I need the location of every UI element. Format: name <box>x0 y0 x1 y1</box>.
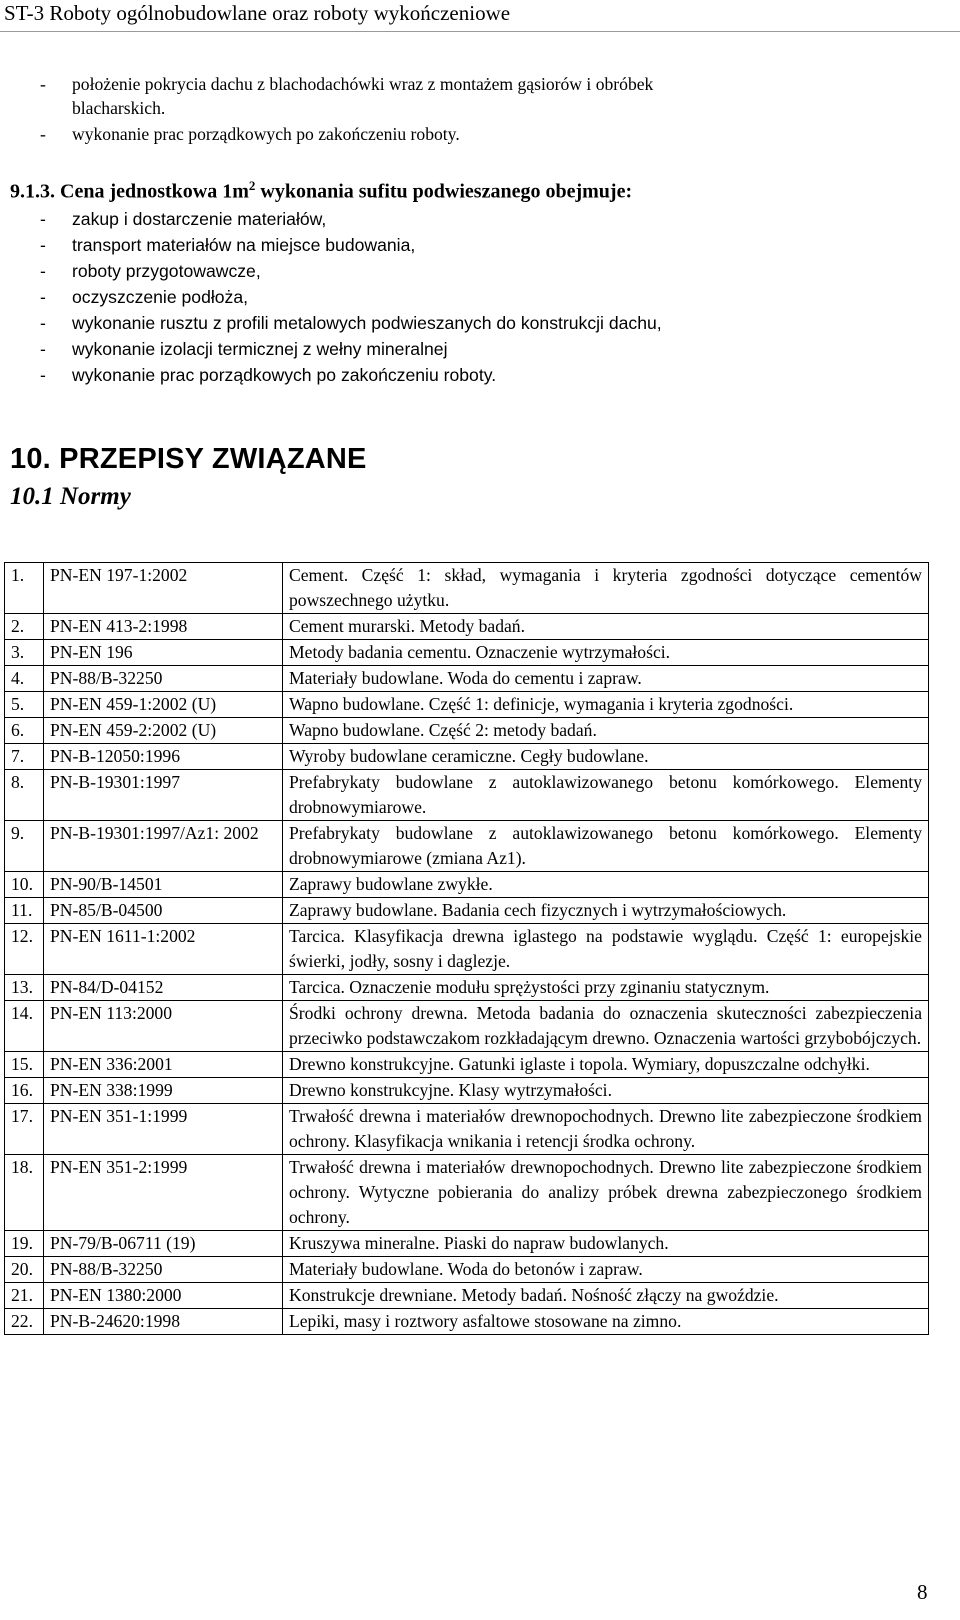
norm-number: 11. <box>5 898 44 924</box>
norm-description: Trwałość drewna i materiałów drewnopochodnych. Drewno lite zabezpieczone środkiem ochrony. Klasyfikacja wnikania i retencji środka ochrony. <box>283 1104 929 1155</box>
norm-number: 8. <box>5 770 44 821</box>
norm-code: PN-B-12050:1996 <box>44 744 283 770</box>
heading-text: 9.1.3. Cena jednostkowa 1m <box>10 180 249 203</box>
norm-number: 15. <box>5 1052 44 1078</box>
list-item <box>40 286 248 308</box>
norm-code: PN-EN 351-2:1999 <box>44 1155 283 1231</box>
list-item-text: wykonanie prac porządkowych po zakończeniu roboty. <box>72 365 497 385</box>
norm-code: PN-EN 113:2000 <box>44 1001 283 1052</box>
section-10-1-subheading: 10.1 Normy <box>10 483 131 510</box>
norm-code: PN-B-19301:1997/Az1: 2002 <box>44 821 283 872</box>
table-row <box>5 563 929 614</box>
norm-description: Trwałość drewna i materiałów drewnopochodnych. Drewno lite zabezpieczone środkiem ochrony. Wytyczne pobierania do analizy próbek drewna zabezpieczonego środkiem ochrony. <box>283 1155 929 1231</box>
norm-description: Materiały budowlane. Woda do cementu i zapraw. <box>283 666 929 692</box>
norm-description: Drewno konstrukcyjne. Klasy wytrzymałości. <box>283 1078 929 1104</box>
list-item <box>40 260 261 282</box>
list-item-text: oczyszczenie podłoża, <box>72 287 249 307</box>
norm-code: PN-EN 413-2:1998 <box>44 614 283 640</box>
norm-code: PN-EN 1380:2000 <box>44 1283 283 1309</box>
norm-number: 14. <box>5 1001 44 1052</box>
list-dash: - <box>40 313 46 333</box>
norm-code: PN-EN 197-1:2002 <box>44 563 283 614</box>
norm-description: Metody badania cementu. Oznaczenie wytrzymałości. <box>283 640 929 666</box>
table-row <box>5 821 929 872</box>
norm-number: 18. <box>5 1155 44 1231</box>
norm-description: Cement. Część 1: skład, wymagania i kryteria zgodności dotyczące cementów powszechnego użytku. <box>283 563 929 614</box>
norm-description: Wapno budowlane. Część 2: metody badań. <box>283 718 929 744</box>
table-row <box>5 1309 929 1335</box>
norm-code: PN-EN 338:1999 <box>44 1078 283 1104</box>
norm-description: Zaprawy budowlane zwykłe. <box>283 872 929 898</box>
list-dash: - <box>40 124 46 144</box>
table-row <box>5 924 929 975</box>
table-row <box>5 1104 929 1155</box>
norm-number: 19. <box>5 1231 44 1257</box>
list-item-text: wykonanie rusztu z profili metalowych podwieszanych do konstrukcji dachu, <box>72 313 662 333</box>
intro-item-text: położenie pokrycia dachu z blachodachówki wraz z montażem gąsiorów i obróbek <box>72 74 654 94</box>
norm-number: 21. <box>5 1283 44 1309</box>
norm-code: PN-EN 336:2001 <box>44 1052 283 1078</box>
norms-table-body <box>5 563 929 1335</box>
list-item <box>40 234 415 256</box>
norm-number: 7. <box>5 744 44 770</box>
norm-code: PN-88/B-32250 <box>44 1257 283 1283</box>
norm-number: 16. <box>5 1078 44 1104</box>
norm-code: PN-85/B-04500 <box>44 898 283 924</box>
norm-description: Wapno budowlane. Część 1: definicje, wymagania i kryteria zgodności. <box>283 692 929 718</box>
section-10-heading: 10. PRZEPISY ZWIĄZANE <box>10 443 367 475</box>
table-row <box>5 640 929 666</box>
norm-description: Konstrukcje drewniane. Metody badań. Nośność złączy na gwoździe. <box>283 1283 929 1309</box>
norm-number: 13. <box>5 975 44 1001</box>
norm-description: Materiały budowlane. Woda do betonów i zapraw. <box>283 1257 929 1283</box>
norm-number: 5. <box>5 692 44 718</box>
intro-item-continuation: blacharskich. <box>72 98 166 118</box>
norm-code: PN-84/D-04152 <box>44 975 283 1001</box>
norm-code: PN-EN 196 <box>44 640 283 666</box>
norm-number: 22. <box>5 1309 44 1335</box>
table-row <box>5 614 929 640</box>
norm-code: PN-EN 459-2:2002 (U) <box>44 718 283 744</box>
list-dash: - <box>40 339 46 359</box>
list-item-text: transport materiałów na miejsce budowania, <box>72 235 416 255</box>
norm-description: Prefabrykaty budowlane z autoklawizowanego betonu komórkowego. Elementy drobnowymiarowe (zmiana Az1). <box>283 821 929 872</box>
heading-superscript: 2 <box>248 178 256 193</box>
table-row <box>5 1283 929 1309</box>
norm-description: Tarcica. Klasyfikacja drewna iglastego na podstawie wyglądu. Część 1: europejskie świerki, jodły, sosny i daglezje. <box>283 924 929 975</box>
intro-item-text: wykonanie prac porządkowych po zakończeniu roboty. <box>72 124 460 144</box>
norm-number: 1. <box>5 563 44 614</box>
norm-description: Tarcica. Oznaczenie modułu sprężystości przy zginaniu statycznym. <box>283 975 929 1001</box>
list-item-text: roboty przygotowawcze, <box>72 261 261 281</box>
list-dash: - <box>40 365 46 385</box>
list-dash: - <box>40 74 46 94</box>
list-dash: - <box>40 235 46 255</box>
list-item <box>40 338 447 360</box>
norm-description: Lepiki, masy i roztwory asfaltowe stosowane na zimno. <box>283 1309 929 1335</box>
intro-item <box>40 73 653 95</box>
norm-description: Kruszywa mineralne. Piaski do napraw budowlanych. <box>283 1231 929 1257</box>
norm-description: Drewno konstrukcyjne. Gatunki iglaste i topola. Wymiary, dopuszczalne odchyłki. <box>283 1052 929 1078</box>
page-header-title: ST-3 Roboty ogólnobudowlane oraz roboty wykończeniowe <box>4 1 511 25</box>
norm-code: PN-B-19301:1997 <box>44 770 283 821</box>
table-row <box>5 1001 929 1052</box>
norm-number: 2. <box>5 614 44 640</box>
section-9-1-3-heading <box>10 178 632 204</box>
norm-code: PN-EN 1611-1:2002 <box>44 924 283 975</box>
norm-number: 10. <box>5 872 44 898</box>
norm-code: PN-79/B-06711 (19) <box>44 1231 283 1257</box>
norm-number: 4. <box>5 666 44 692</box>
list-dash: - <box>40 261 46 281</box>
norm-code: PN-B-24620:1998 <box>44 1309 283 1335</box>
norm-description: Wyroby budowlane ceramiczne. Cegły budowlane. <box>283 744 929 770</box>
list-item <box>40 364 496 386</box>
table-row <box>5 975 929 1001</box>
norm-code: PN-EN 351-1:1999 <box>44 1104 283 1155</box>
table-row <box>5 1257 929 1283</box>
table-row <box>5 872 929 898</box>
norms-table <box>4 562 929 1335</box>
header-divider <box>0 31 960 32</box>
table-row <box>5 718 929 744</box>
norm-code: PN-EN 459-1:2002 (U) <box>44 692 283 718</box>
intro-item <box>40 123 460 145</box>
table-row <box>5 1078 929 1104</box>
norm-code: PN-88/B-32250 <box>44 666 283 692</box>
heading-text: wykonania sufitu podwieszanego obejmuje: <box>255 180 633 203</box>
norm-number: 9. <box>5 821 44 872</box>
table-row <box>5 692 929 718</box>
table-row <box>5 898 929 924</box>
table-row <box>5 744 929 770</box>
norm-number: 12. <box>5 924 44 975</box>
list-dash: - <box>40 209 46 229</box>
norm-number: 17. <box>5 1104 44 1155</box>
norm-description: Środki ochrony drewna. Metoda badania do oznaczenia skuteczności zabezpieczenia przeciwko podstawczakom rozkładającym drewno. Oznaczenia wartości grzybobójczych. <box>283 1001 929 1052</box>
list-item <box>40 208 326 230</box>
table-row <box>5 770 929 821</box>
list-item-text: zakup i dostarczenie materiałów, <box>72 209 327 229</box>
table-row <box>5 1155 929 1231</box>
page-number: 8 <box>917 1580 928 1604</box>
list-dash: - <box>40 287 46 307</box>
norm-code: PN-90/B-14501 <box>44 872 283 898</box>
norm-number: 20. <box>5 1257 44 1283</box>
table-row <box>5 666 929 692</box>
list-item <box>40 312 662 334</box>
norm-description: Prefabrykaty budowlane z autoklawizowanego betonu komórkowego. Elementy drobnowymiarowe. <box>283 770 929 821</box>
norm-description: Cement murarski. Metody badań. <box>283 614 929 640</box>
norm-description: Zaprawy budowlane. Badania cech fizycznych i wytrzymałościowych. <box>283 898 929 924</box>
table-row <box>5 1052 929 1078</box>
norm-number: 6. <box>5 718 44 744</box>
list-item-text: wykonanie izolacji termicznej z wełny mineralnej <box>72 339 448 359</box>
table-row <box>5 1231 929 1257</box>
norm-number: 3. <box>5 640 44 666</box>
